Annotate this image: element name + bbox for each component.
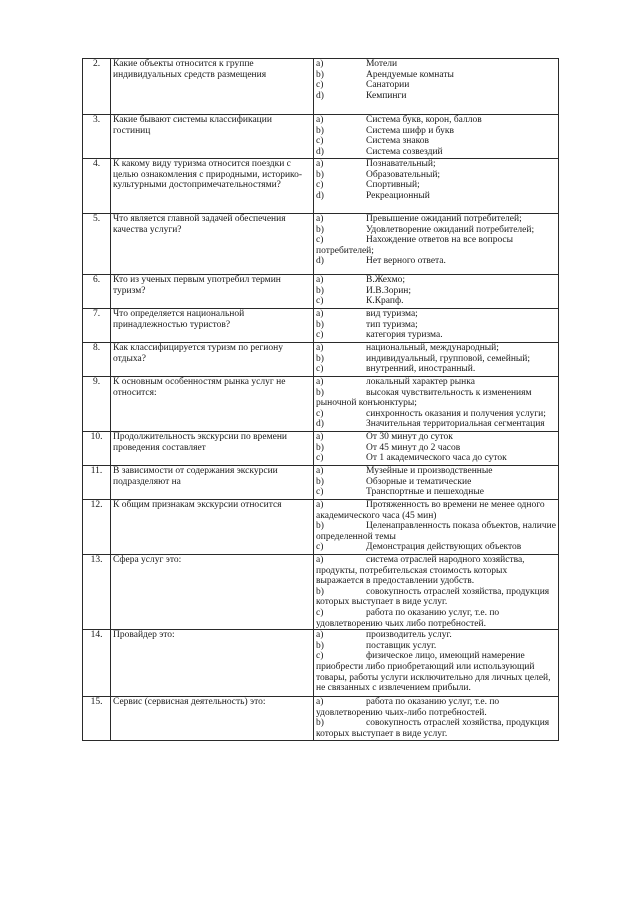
answer-option bbox=[316, 170, 556, 181]
answer-option bbox=[316, 500, 556, 521]
option-letter: b) bbox=[316, 353, 324, 364]
option-text: Система букв, корон, баллов bbox=[366, 115, 482, 125]
option-letter: b) bbox=[316, 640, 324, 651]
answer-options bbox=[314, 309, 559, 343]
option-text: Протяженность во времени не менее одного академического часа (45 мин) bbox=[316, 500, 545, 521]
option-letter: c) bbox=[316, 235, 324, 246]
option-text: Образовательный; bbox=[366, 169, 441, 180]
option-text: К.Крапф. bbox=[366, 296, 404, 307]
answer-option bbox=[316, 159, 556, 170]
answer-option bbox=[316, 147, 556, 158]
question-row bbox=[83, 377, 559, 432]
option-letter: c) bbox=[316, 453, 324, 464]
answer-options bbox=[314, 377, 559, 432]
option-text: Спортивный; bbox=[366, 180, 420, 191]
answer-options bbox=[314, 432, 559, 466]
option-text: Целенаправленность показа объектов, наличие определенной темы bbox=[316, 521, 556, 542]
answer-option bbox=[316, 377, 556, 388]
option-letter: c) bbox=[316, 542, 324, 553]
option-text: работа по оказанию услуг, т.е. по удовлетворению чьих либо потребностей. bbox=[316, 607, 500, 629]
question-text: Какие бывают системы классификации гостиниц bbox=[111, 115, 314, 159]
question-number: 9. bbox=[83, 377, 111, 432]
option-text: Транспортные и пешеходные bbox=[366, 487, 484, 498]
answer-option bbox=[316, 309, 556, 320]
option-text: Познавательный; bbox=[366, 159, 436, 169]
answer-option bbox=[316, 235, 556, 256]
question-text: Какие объекты относится к группе индивидуальных средств размещения bbox=[111, 59, 314, 115]
option-letter: d) bbox=[316, 146, 324, 157]
answer-option bbox=[316, 80, 556, 91]
question-text: Сервис (сервисная деятельность) это: bbox=[111, 697, 314, 741]
answer-option bbox=[316, 477, 556, 488]
option-text: вид туризма; bbox=[366, 309, 418, 319]
option-text: поставщик услуг. bbox=[366, 640, 437, 651]
option-text: Арендуемые комнаты bbox=[366, 69, 454, 80]
question-number: 4. bbox=[83, 159, 111, 214]
option-letter: b) bbox=[316, 69, 324, 80]
option-letter: c) bbox=[316, 180, 324, 191]
option-letter: c) bbox=[316, 487, 324, 498]
option-letter: a) bbox=[316, 697, 324, 708]
option-letter: c) bbox=[316, 136, 324, 147]
question-row bbox=[83, 159, 559, 214]
option-letter: d) bbox=[316, 419, 324, 430]
option-letter: a) bbox=[316, 630, 324, 641]
answer-option bbox=[316, 587, 556, 608]
question-text: Провайдер это: bbox=[111, 630, 314, 697]
question-row bbox=[83, 275, 559, 309]
option-text: Превышение ожиданий потребителей; bbox=[366, 214, 522, 224]
answer-option bbox=[316, 718, 556, 739]
option-letter: a) bbox=[316, 555, 324, 565]
option-letter: a) bbox=[316, 432, 324, 442]
answer-option bbox=[316, 651, 556, 693]
option-letter: c) bbox=[316, 408, 324, 419]
question-text: Как классифицируется туризм по региону отдыха? bbox=[111, 343, 314, 377]
option-text: индивидуальный, групповой, семейный; bbox=[366, 353, 531, 364]
option-text: И.В.Зорин; bbox=[366, 285, 412, 296]
option-text: синхронность оказания и получения услуги; bbox=[366, 408, 546, 419]
option-letter: a) bbox=[316, 466, 324, 476]
answer-option bbox=[316, 432, 556, 443]
option-letter: b) bbox=[316, 224, 324, 235]
option-text: внутренний, иностранный. bbox=[366, 364, 476, 375]
question-text: К основным особенностям рынка услуг не относится: bbox=[111, 377, 314, 432]
answer-options bbox=[314, 59, 559, 115]
option-letter: a) bbox=[316, 343, 324, 353]
answer-option bbox=[316, 630, 556, 641]
question-text: Сфера услуг это: bbox=[111, 555, 314, 630]
answer-option bbox=[316, 275, 556, 286]
answer-option bbox=[316, 59, 556, 70]
question-row bbox=[83, 500, 559, 555]
answer-options bbox=[314, 555, 559, 630]
option-letter: b) bbox=[316, 586, 324, 597]
answer-option bbox=[316, 225, 556, 236]
option-letter: c) bbox=[316, 364, 324, 375]
question-row bbox=[83, 466, 559, 500]
question-number: 10. bbox=[83, 432, 111, 466]
option-text: В.Жехмо; bbox=[366, 275, 405, 285]
answer-option bbox=[316, 343, 556, 354]
question-row bbox=[83, 432, 559, 466]
option-letter: a) bbox=[316, 59, 324, 69]
answer-option bbox=[316, 466, 556, 477]
option-text: локальный характер рынка bbox=[366, 377, 475, 387]
question-number: 5. bbox=[83, 214, 111, 275]
question-row bbox=[83, 59, 559, 115]
answer-option bbox=[316, 409, 556, 420]
answer-option bbox=[316, 126, 556, 137]
option-text: работа по оказанию услуг, т.е. по удовлетворению чьих-либо потребностей. bbox=[316, 697, 500, 718]
option-letter: a) bbox=[316, 159, 324, 169]
question-row bbox=[83, 555, 559, 630]
option-letter: a) bbox=[316, 377, 324, 387]
option-letter: a) bbox=[316, 115, 324, 125]
option-letter: d) bbox=[316, 256, 324, 267]
option-letter: a) bbox=[316, 500, 324, 510]
answer-option bbox=[316, 364, 556, 375]
option-text: Нет верного ответа. bbox=[366, 256, 446, 267]
option-letter: b) bbox=[316, 285, 324, 296]
option-text: система отраслей народного хозяйства, продукты, потребительская стоимость которых выражается в предоставлении удобств. bbox=[316, 555, 525, 587]
option-letter: c) bbox=[316, 651, 324, 662]
option-text: производитель услуг. bbox=[366, 630, 452, 641]
answer-option bbox=[316, 296, 556, 307]
answer-option bbox=[316, 388, 556, 409]
answer-options bbox=[314, 275, 559, 309]
answer-option bbox=[316, 191, 556, 202]
option-letter: b) bbox=[316, 442, 324, 453]
option-text: Демонстрация действующих объектов bbox=[366, 542, 522, 553]
option-text: Система знаков bbox=[366, 136, 429, 147]
option-letter: a) bbox=[316, 214, 324, 224]
questions-table-body bbox=[83, 59, 559, 741]
option-letter: a) bbox=[316, 275, 324, 285]
question-text: К какому виду туризма относится поездки с целью ознакомления с природными, историко-культурными достопримечательностями? bbox=[111, 159, 314, 214]
answer-option bbox=[316, 136, 556, 147]
question-row bbox=[83, 343, 559, 377]
question-text: Что является главной задачей обеспечения качества услуги? bbox=[111, 214, 314, 275]
answer-option bbox=[316, 419, 556, 430]
option-text: высокая чувствительность к изменениям рыночной конъюнктуры; bbox=[316, 387, 532, 409]
question-number: 2. bbox=[83, 59, 111, 115]
option-letter: c) bbox=[316, 296, 324, 307]
option-text: Значительная территориальная сегментация bbox=[366, 419, 545, 430]
question-number: 11. bbox=[83, 466, 111, 500]
answer-option bbox=[316, 286, 556, 297]
option-letter: b) bbox=[316, 169, 324, 180]
option-text: От 1 академического часа до суток bbox=[366, 453, 507, 464]
question-row bbox=[83, 630, 559, 697]
option-text: национальный, международный; bbox=[366, 343, 499, 353]
answer-option bbox=[316, 641, 556, 652]
answer-option bbox=[316, 697, 556, 718]
answer-options bbox=[314, 343, 559, 377]
question-text: Что определяется национальной принадлежностью туристов? bbox=[111, 309, 314, 343]
question-number: 13. bbox=[83, 555, 111, 630]
question-row bbox=[83, 309, 559, 343]
option-letter: c) bbox=[316, 330, 324, 341]
option-text: совокупность отраслей хозяйства, продукция которых выступает в виде услуг. bbox=[316, 718, 550, 739]
option-text: Мотели bbox=[366, 59, 398, 69]
option-text: От 45 минут до 2 часов bbox=[366, 442, 461, 453]
option-letter: b) bbox=[316, 476, 324, 487]
option-letter: b) bbox=[316, 125, 324, 136]
option-text: От 30 минут до суток bbox=[366, 432, 453, 442]
question-number: 15. bbox=[83, 697, 111, 741]
question-row bbox=[83, 697, 559, 741]
option-text: категория туризма. bbox=[366, 330, 443, 341]
option-text: Обзорные и тематические bbox=[366, 476, 472, 487]
option-text: Кемпинги bbox=[366, 90, 407, 101]
option-text: Санатории bbox=[366, 80, 410, 91]
answer-options bbox=[314, 466, 559, 500]
answer-options bbox=[314, 500, 559, 555]
answer-option bbox=[316, 354, 556, 365]
option-text: Рекреационный bbox=[366, 190, 430, 201]
option-text: физическое лицо, имеющий намерение приобрести либо приобретающий или использующий товары, работы услуги исключительно для личных целей, не связанных с извлечением прибыли. bbox=[316, 651, 551, 694]
option-text: совокупность отраслей хозяйства, продукция которых выступает в виде услуг. bbox=[316, 586, 550, 608]
answer-option bbox=[316, 180, 556, 191]
option-text: Нахождение ответов на все вопросы потребителей; bbox=[316, 235, 514, 256]
question-text: Кто из ученых первым употребил термин туризм? bbox=[111, 275, 314, 309]
question-text: Продолжительность экскурсии по времени проведения составляет bbox=[111, 432, 314, 466]
option-letter: c) bbox=[316, 80, 324, 91]
answer-option bbox=[316, 91, 556, 102]
question-row bbox=[83, 115, 559, 159]
question-text: К общим признакам экскурсии относится bbox=[111, 500, 314, 555]
answer-option bbox=[316, 443, 556, 454]
answer-option bbox=[316, 115, 556, 126]
option-text: Музейные и производственные bbox=[366, 466, 493, 476]
answer-option bbox=[316, 214, 556, 225]
question-number: 3. bbox=[83, 115, 111, 159]
answer-option bbox=[316, 256, 556, 267]
option-text: Удовлетворение ожиданий потребителей; bbox=[366, 224, 535, 235]
answer-option bbox=[316, 555, 556, 587]
answer-options bbox=[314, 214, 559, 275]
option-letter: d) bbox=[316, 90, 324, 101]
answer-options bbox=[314, 115, 559, 159]
question-number: 12. bbox=[83, 500, 111, 555]
answer-option bbox=[316, 330, 556, 341]
answer-option bbox=[316, 608, 556, 629]
option-letter: c) bbox=[316, 607, 324, 618]
option-text: Система созвездий bbox=[366, 146, 443, 157]
question-row bbox=[83, 214, 559, 275]
option-letter: b) bbox=[316, 319, 324, 330]
answer-options bbox=[314, 697, 559, 741]
question-text: В зависимости от содержания экскурсии подразделяют на bbox=[111, 466, 314, 500]
option-text: Система шифр и букв bbox=[366, 125, 455, 136]
question-number: 14. bbox=[83, 630, 111, 697]
answer-options bbox=[314, 159, 559, 214]
answer-option bbox=[316, 320, 556, 331]
question-number: 6. bbox=[83, 275, 111, 309]
question-number: 7. bbox=[83, 309, 111, 343]
answer-option bbox=[316, 70, 556, 81]
answer-option bbox=[316, 453, 556, 464]
option-letter: b) bbox=[316, 387, 324, 398]
answer-options bbox=[314, 630, 559, 697]
answer-option bbox=[316, 487, 556, 498]
questions-table bbox=[82, 58, 559, 741]
option-letter: b) bbox=[316, 718, 324, 729]
answer-option bbox=[316, 521, 556, 542]
question-number: 8. bbox=[83, 343, 111, 377]
option-letter: a) bbox=[316, 309, 324, 319]
option-letter: d) bbox=[316, 190, 324, 201]
option-letter: b) bbox=[316, 521, 324, 532]
option-text: тип туризма; bbox=[366, 319, 418, 330]
answer-option bbox=[316, 542, 556, 553]
